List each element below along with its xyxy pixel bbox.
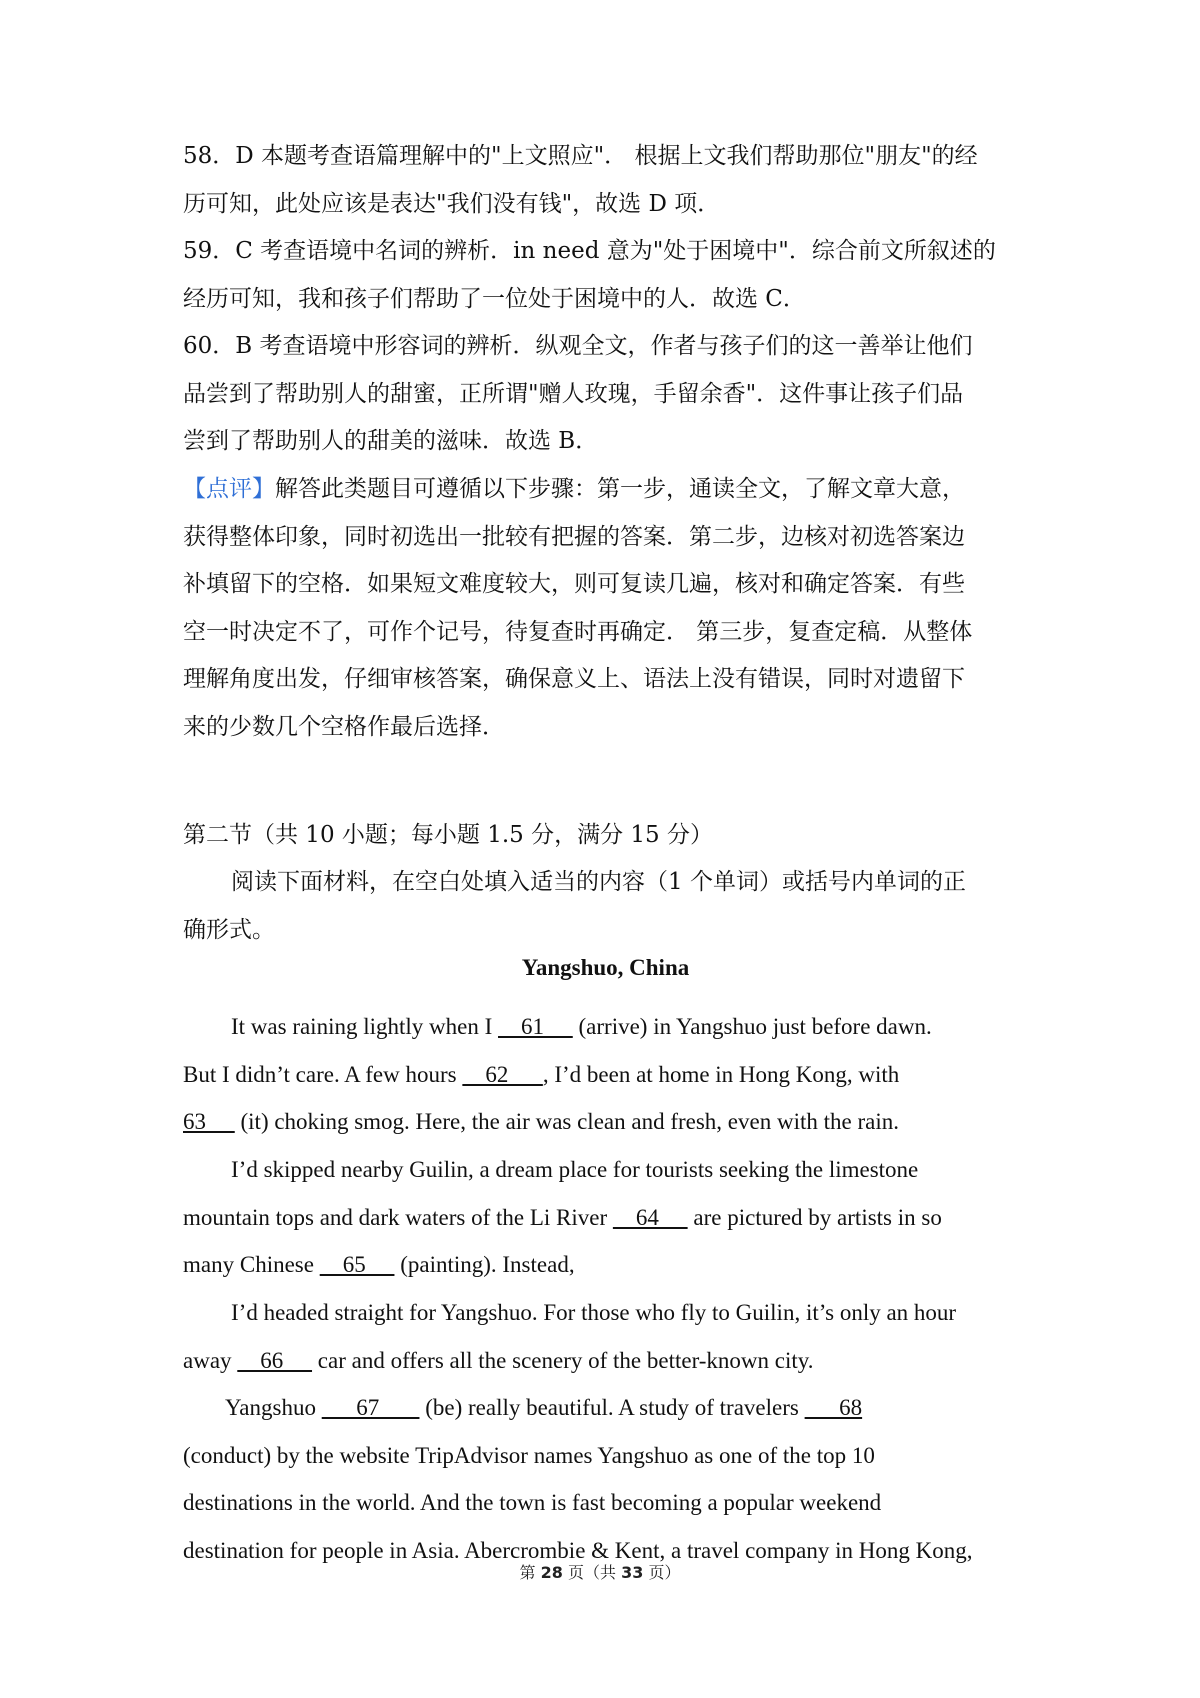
comment-block	[183, 466, 1028, 751]
answer-60-line3: 尝到了帮助别人的甜美的滋味．故选 B．	[183, 428, 599, 454]
p3-text-c: car and offers all the scenery of the better-known city.	[312, 1347, 814, 1373]
instructions-line1: 阅读下面材料，在空白处填入适当的内容（1 个单词）或括号内单词的正	[231, 869, 966, 895]
p3-line1: I’d headed straight for Yangshuo. For those who fly to Guilin, it’s only an hour	[231, 1300, 957, 1325]
p1-text-c: (arrive) in Yangshuo just before dawn.	[572, 1014, 932, 1039]
blank-67: 67	[321, 1395, 420, 1420]
blank-68: 68	[804, 1395, 863, 1420]
p2-text-d: many Chinese	[183, 1252, 320, 1277]
blank-62: 62	[462, 1061, 543, 1087]
p4-line3: destinations in the world. And the town is fast becoming a popular weekend	[183, 1490, 882, 1515]
p2-line1: I’d skipped nearby Guilin, a dream place for tourists seeking the limestone	[231, 1157, 919, 1182]
p3-line2	[183, 1337, 1028, 1385]
blank-65: 65	[319, 1252, 395, 1277]
passage-paragraph-4	[183, 1384, 1028, 1574]
blank-64: 64	[612, 1204, 688, 1230]
p4-line1	[183, 1384, 1028, 1432]
p4-line4: destination for people in Asia. Abercrombie & Kent, a travel company in Hong Kong,	[183, 1537, 973, 1563]
answer-59	[183, 228, 1028, 323]
passage-title: Yangshuo, China	[521, 955, 690, 980]
p2-text-c: are pictured by artists in so	[687, 1204, 942, 1230]
section2-instructions	[183, 859, 1028, 954]
passage-paragraph-2	[183, 1146, 1028, 1289]
blank-66: 66	[237, 1347, 313, 1373]
page-footer	[0, 1560, 1200, 1583]
p1-text-d: But I didn’t care. A few hours	[183, 1061, 463, 1087]
p1-text-e: , I’d been at home in Hong Kong, with	[542, 1061, 900, 1087]
answer-60-line1: 60．B 考查语境中形容词的辨析．纵观全文，作者与孩子们的这一善举让他们	[183, 333, 973, 359]
page-number: 28	[540, 1563, 563, 1582]
blank-63: 63	[183, 1109, 235, 1134]
answer-58	[183, 133, 1028, 228]
p2-text-e: (painting). Instead,	[394, 1252, 575, 1277]
answer-60-line2: 品尝到了帮助别人的甜蜜，正所谓"赠人玫瑰，手留余香"．这件事让孩子们品	[183, 380, 964, 407]
comment-line6: 来的少数几个空格作最后选择．	[183, 713, 505, 740]
instructions-line2: 确形式。	[183, 916, 275, 943]
p1-line2	[183, 1051, 1028, 1099]
p2-text-b: mountain tops and dark waters of the Li River	[183, 1204, 613, 1230]
p1-text-f: (it) choking smog. Here, the air was clean and fresh, even with the rain.	[234, 1109, 899, 1134]
p1-line3	[183, 1098, 1028, 1146]
footer-post: 页）	[643, 1563, 681, 1582]
section2-heading: 第二节（共 10 小题；每小题 1.5 分，满分 15 分）	[183, 822, 713, 848]
p1-line1	[183, 1003, 1028, 1051]
p4-text-a: Yangshuo	[225, 1395, 322, 1420]
p3-text-b: away	[183, 1347, 238, 1373]
p1-text-a: It was raining lightly when I	[231, 1014, 499, 1039]
answer-58-line1: 58．D 本题考查语篇理解中的"上文照应"． 根据上文我们帮助那位"朋友"的经	[183, 143, 978, 169]
page-total: 33	[621, 1563, 644, 1582]
blank-61: 61	[498, 1014, 573, 1039]
comment-tag: 【点评】	[183, 476, 275, 502]
comment-line1	[183, 466, 1028, 514]
comment-line3: 补填留下的空格．如果短文难度较大，则可复读几遍，核对和确定答案．有些	[183, 571, 965, 597]
answer-58-line2: 历可知，此处应该是表达"我们没有钱"，故选 D 项．	[183, 190, 721, 217]
answer-59-line2: 经历可知，我和孩子们帮助了一位处于困境中的人．故选 C．	[183, 285, 806, 312]
answer-59-line1: 59．C 考查语境中名词的辨析．in need 意为"处于困境中"．综合前文所叙述的	[183, 238, 996, 264]
comment-line1-text: 解答此类题目可遵循以下步骤：第一步，通读全文，了解文章大意，	[275, 476, 965, 502]
p2-line2	[183, 1194, 1028, 1242]
passage-paragraph-3	[183, 1289, 1028, 1384]
passage-paragraph-1	[183, 1003, 1028, 1146]
p4-text-c: (be) really beautiful. A study of travelers	[419, 1395, 805, 1420]
footer-mid: 页（共	[562, 1563, 622, 1582]
comment-line5: 理解角度出发，仔细审核答案，确保意义上、语法上没有错误，同时对遗留下	[183, 666, 965, 692]
comment-line2: 获得整体印象，同时初选出一批较有把握的答案．第二步，边核对初选答案边	[183, 523, 965, 550]
answer-60	[183, 323, 1028, 466]
footer-pre: 第	[519, 1563, 541, 1582]
p2-line3	[183, 1241, 1028, 1289]
p4-line2: (conduct) by the website TripAdvisor names Yangshuo as one of the top 10	[183, 1442, 875, 1468]
comment-line4: 空一时决定不了，可作个记号，待复查时再确定． 第三步，复查定稿．从整体	[183, 618, 973, 645]
